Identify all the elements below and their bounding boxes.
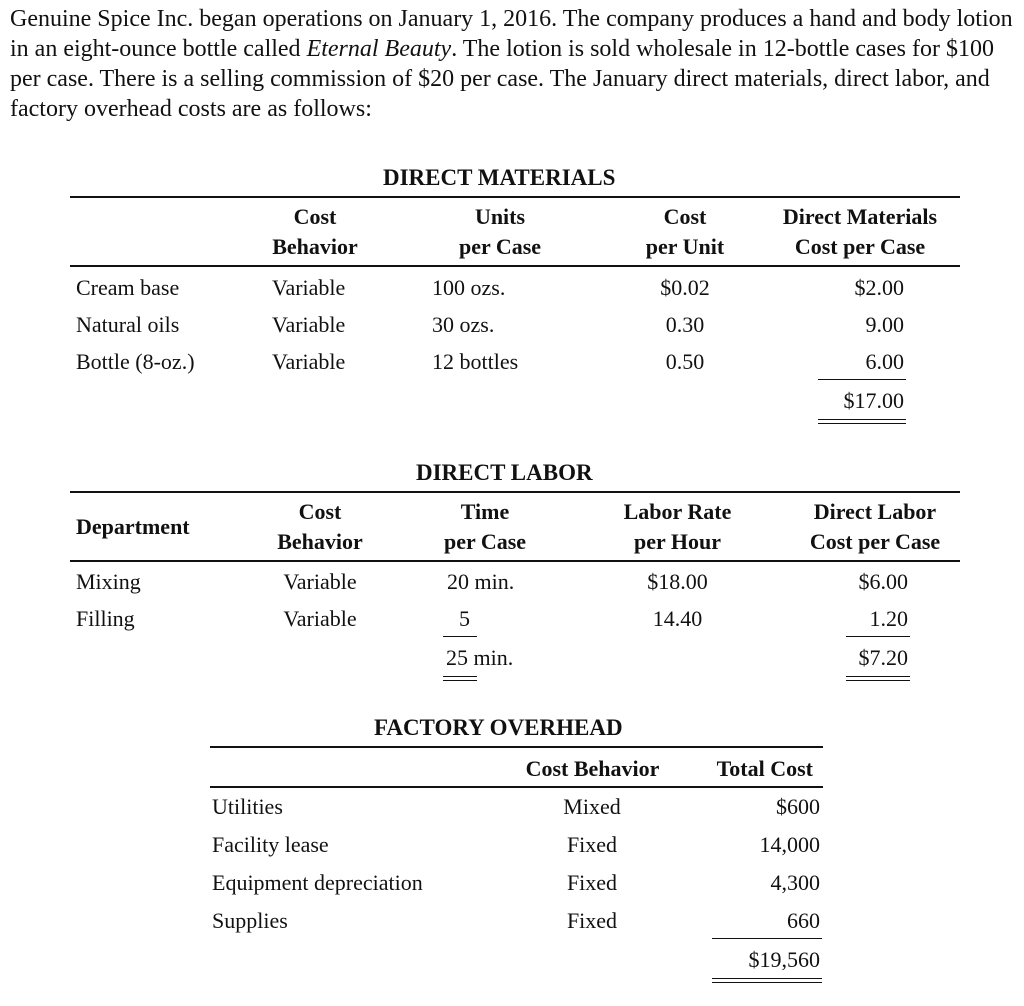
dm-header-cost-2: per Unit bbox=[645, 234, 725, 259]
fo-total-utilities: $600 bbox=[776, 794, 820, 819]
direct-labor-top-rule bbox=[70, 491, 960, 493]
fo-item-equipment-depreciation: Equipment depreciation bbox=[212, 870, 423, 895]
fo-behavior-facility-lease: Fixed bbox=[566, 832, 618, 857]
dl-header-rule bbox=[70, 560, 960, 562]
fo-total-equipment-depreciation: 4,300 bbox=[770, 870, 820, 895]
dl-header-total-1: Direct Labor bbox=[813, 499, 937, 524]
dl-header-time-2: per Case bbox=[443, 529, 527, 554]
factory-overhead-top-rule bbox=[210, 746, 823, 748]
fo-header-total: Total Cost bbox=[716, 756, 813, 781]
direct-materials-top-rule bbox=[70, 196, 960, 198]
dl-time-filling: 5 bbox=[459, 606, 470, 631]
fo-behavior-supplies: Fixed bbox=[566, 908, 618, 933]
dm-header-units-1: Units bbox=[474, 204, 526, 229]
intro-paragraph bbox=[10, 4, 1016, 124]
dl-behavior-filling: Variable bbox=[283, 606, 357, 631]
intro-text-1: Genuine Spice Inc. began operations on January 1, 2016. The company produces a hand and body lotion in an eight-ounce bottle called bbox=[10, 6, 1013, 62]
dl-total-underline bbox=[846, 636, 910, 637]
dm-units-bottle: 12 bottles bbox=[432, 349, 519, 374]
dm-cost-bottle: 0.50 bbox=[665, 349, 705, 374]
dl-department-filling: Filling bbox=[76, 606, 135, 631]
dm-total-double-underline bbox=[818, 419, 906, 424]
factory-overhead-title: FACTORY OVERHEAD bbox=[374, 715, 623, 740]
dm-item-cream-base: Cream base bbox=[76, 275, 180, 300]
dm-cost-natural-oils: 0.30 bbox=[665, 312, 705, 337]
dl-total-filling: 1.20 bbox=[869, 606, 908, 631]
dl-header-department: Department bbox=[76, 514, 190, 539]
dl-behavior-mixing: Variable bbox=[283, 569, 357, 594]
dm-item-natural-oils: Natural oils bbox=[76, 312, 180, 337]
dm-total-bottle: 6.00 bbox=[865, 349, 904, 374]
dm-header-behavior-2: Behavior bbox=[272, 234, 358, 259]
dl-header-behavior-2: Behavior bbox=[277, 529, 363, 554]
fo-total-supplies: 660 bbox=[787, 908, 820, 933]
fo-behavior-utilities: Mixed bbox=[563, 794, 621, 819]
dl-header-rate-2: per Hour bbox=[634, 529, 721, 554]
fo-total-underline bbox=[712, 938, 822, 939]
dl-rate-filling: 14.40 bbox=[652, 606, 703, 631]
direct-materials-title: DIRECT MATERIALS bbox=[383, 165, 616, 190]
direct-labor-title: DIRECT LABOR bbox=[416, 460, 593, 485]
dl-rate-mixing: $18.00 bbox=[647, 569, 708, 594]
dm-item-bottle: Bottle (8-oz.) bbox=[76, 349, 195, 374]
dm-total-natural-oils: 9.00 bbox=[865, 312, 904, 337]
fo-item-facility-lease: Facility lease bbox=[212, 832, 329, 857]
dm-header-total-2: Cost per Case bbox=[794, 234, 926, 259]
dm-behavior-cream-base: Variable bbox=[272, 275, 346, 300]
dm-total-underline bbox=[818, 379, 906, 380]
dm-behavior-bottle: Variable bbox=[272, 349, 346, 374]
dl-time-mixing: 20 min. bbox=[447, 569, 515, 594]
dm-total-cream-base: $2.00 bbox=[854, 275, 904, 300]
dm-units-natural-oils: 30 ozs. bbox=[432, 312, 495, 337]
dl-time-double-underline bbox=[443, 676, 477, 681]
dl-total-double-underline bbox=[846, 676, 910, 681]
dl-total-mixing: $6.00 bbox=[858, 569, 908, 594]
fo-item-utilities: Utilities bbox=[212, 794, 283, 819]
fo-total-facility-lease: 14,000 bbox=[759, 832, 820, 857]
dm-header-cost-1: Cost bbox=[663, 204, 707, 229]
dm-units-cream-base: 100 ozs. bbox=[432, 275, 506, 300]
dl-time-total: 25 min. bbox=[446, 645, 514, 670]
dm-header-units-2: per Case bbox=[458, 234, 542, 259]
dm-header-behavior-1: Cost bbox=[293, 204, 337, 229]
fo-behavior-equipment-depreciation: Fixed bbox=[566, 870, 618, 895]
intro-text-2: . The lotion is sold wholesale in 12-bottle cases for $100 per case. There is a selling commission of $20 per case. The January direct materials, direct labor, and factory overhead costs are as follows: bbox=[10, 36, 994, 122]
dl-time-underline bbox=[443, 636, 477, 637]
fo-total-double-underline bbox=[712, 978, 822, 983]
product-name: Eternal Beauty bbox=[306, 36, 452, 62]
fo-header-behavior: Cost Behavior bbox=[525, 756, 660, 781]
dm-header-rule bbox=[70, 265, 960, 267]
dl-grand-total: $7.20 bbox=[858, 645, 908, 670]
dm-cost-cream-base: $0.02 bbox=[660, 275, 710, 300]
dl-department-mixing: Mixing bbox=[76, 569, 141, 594]
dm-behavior-natural-oils: Variable bbox=[272, 312, 346, 337]
fo-item-supplies: Supplies bbox=[212, 908, 288, 933]
dl-header-behavior-1: Cost bbox=[298, 499, 342, 524]
dl-header-rate-1: Labor Rate bbox=[623, 499, 732, 524]
dl-header-time-1: Time bbox=[460, 499, 510, 524]
fo-grand-total: $19,560 bbox=[748, 947, 820, 972]
dm-header-total-1: Direct Materials bbox=[782, 204, 938, 229]
fo-header-rule bbox=[210, 786, 823, 788]
dm-grand-total: $17.00 bbox=[843, 388, 904, 413]
dl-header-total-2: Cost per Case bbox=[809, 529, 941, 554]
